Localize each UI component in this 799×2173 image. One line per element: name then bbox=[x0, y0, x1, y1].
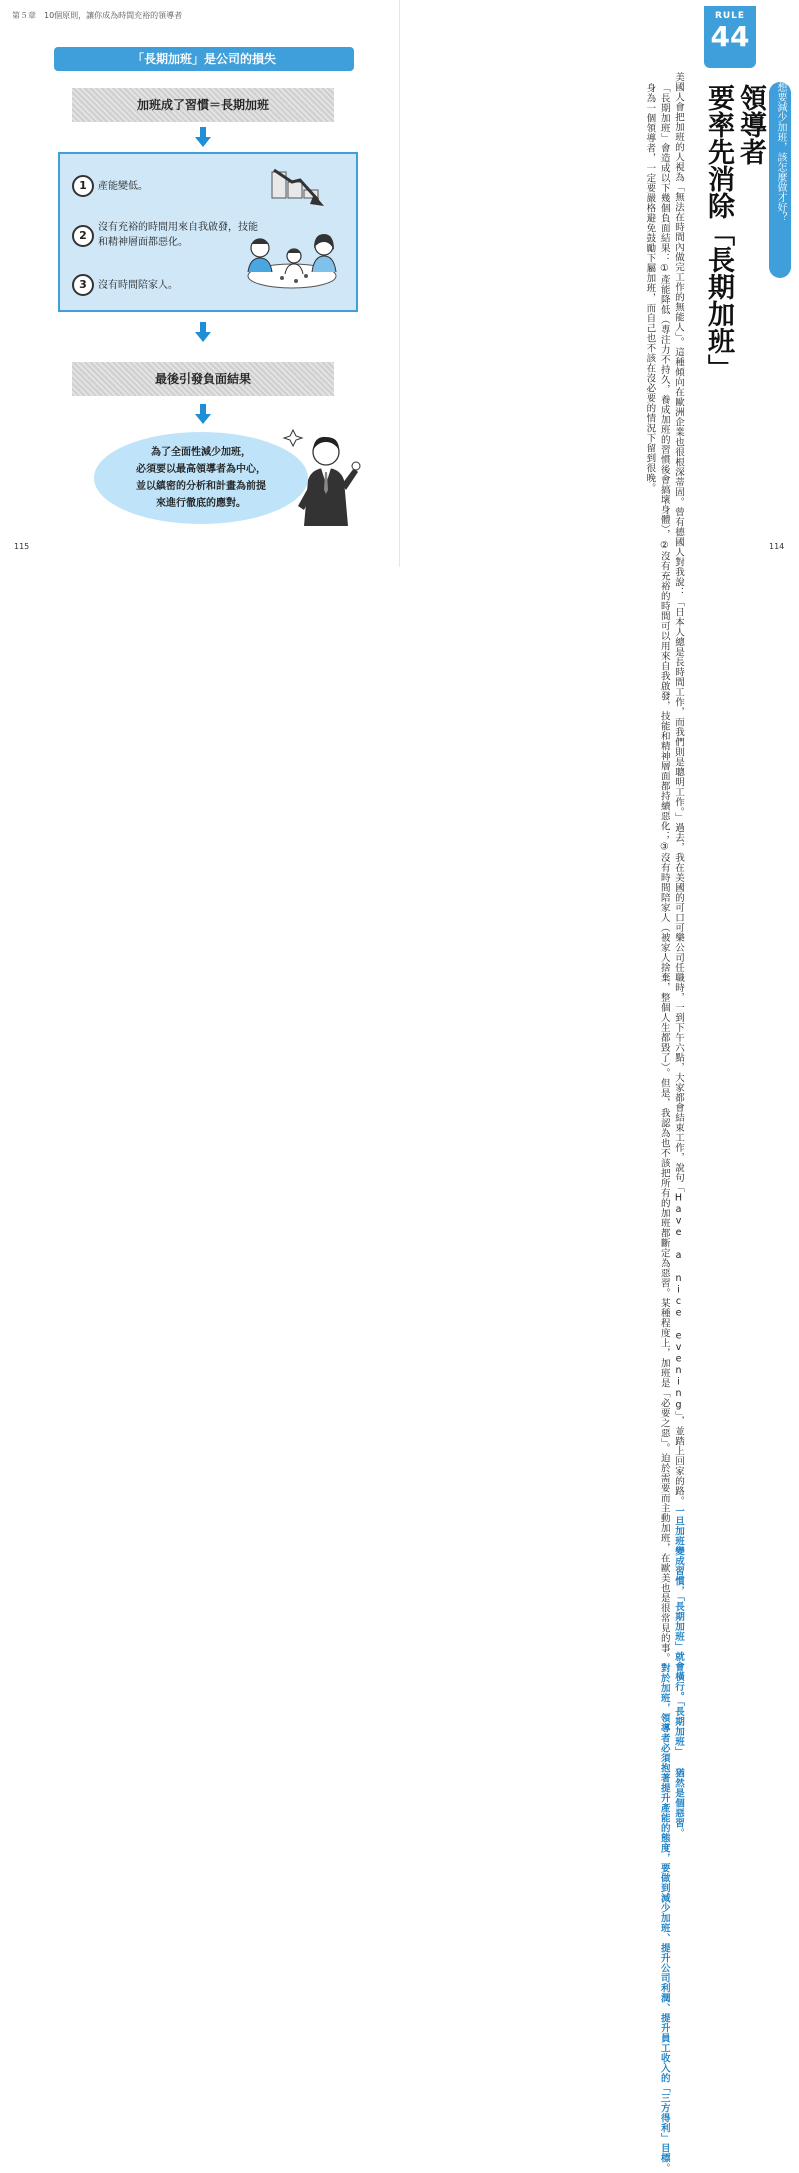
premise-box: 加班成了習慣＝長期加班 bbox=[72, 88, 334, 122]
title-line-2: 要率先消除「長期加班」 bbox=[703, 84, 734, 381]
paragraph-2-text: 「長期加班」會造成以下幾個負面結果：①產能降低（專注力不持久，養成加班的習慣後會搞壞身體），②沒有充裕的時間可以用來自我啟發，技能和精神層面都持續惡化；③沒有時間陪家人（被家人捨棄，整個人生都毀了）。但是，我認為也不該把所有的加班都斷定為惡習。某種程度上，加班是「必要之惡」。迫於需要而主動加班，在歐美也是很常見的事。 bbox=[658, 83, 670, 1664]
question-badge: 想要減少加班，該怎麼做才好？ bbox=[769, 82, 791, 278]
conclusion-line-3: 並以縝密的分析和計畫為前提 bbox=[136, 481, 266, 492]
effect-2-text: 沒有充裕的時間用來自我啟發，技能和精神層面都惡化。 bbox=[98, 222, 258, 248]
effect-1-text: 產能變低。 bbox=[98, 181, 148, 192]
title-line-1: 領導者 bbox=[735, 84, 766, 165]
conclusion-line-4: 來進行徹底的應對。 bbox=[156, 498, 246, 509]
paragraph-1-end: 。 bbox=[673, 1828, 684, 1839]
effect-number-3: 3 bbox=[72, 274, 94, 296]
effect-number-2: 2 bbox=[72, 225, 94, 247]
result-box: 最後引發負面結果 bbox=[72, 362, 334, 396]
right-page-number: 114 bbox=[769, 542, 785, 551]
diagram-title: 「長期加班」是公司的損失 bbox=[54, 47, 354, 71]
left-page-number: 115 bbox=[14, 542, 30, 551]
effect-number-1: 1 bbox=[72, 175, 94, 197]
paragraph-2-end: 。 bbox=[658, 2163, 670, 2173]
paragraph-1 bbox=[671, 72, 685, 1839]
rule-label: RULE bbox=[714, 11, 746, 21]
rule-tab bbox=[704, 6, 756, 68]
conclusion-line-1: 為了全面性減少加班， bbox=[151, 447, 251, 458]
paragraph-2-highlight: 對於加班，領導者必須抱著提升產能的態度，要做到減少加班、提升公司利潤、提升員工收入的「三方得利」目標 bbox=[658, 1663, 670, 2164]
paragraph-3: 身為一個領導者，一定要嚴格避免鼓勵下屬加班，而自己也不該在沒必要的情況下留到很晚。 bbox=[644, 83, 656, 493]
conclusion-line-2: 必須要以最高領導者為中心， bbox=[136, 464, 266, 475]
chapter-header: 第５章 10個原則，讓你成為時間充裕的領導者 bbox=[12, 11, 183, 20]
paragraph-2 bbox=[656, 83, 670, 2173]
paragraph-1-text: 美國人會把加班的人視為「無法在時間內做完工作的無能人」。這種傾向在歐洲企業也很根深蒂固。曾有德國人對我說：「日本人總是長時間工作，而我們則是聰明工作。」過去，我在美國的可口可樂公司任職時，一到下午六點，大家都會結束工作，說句「Have a nice evening」，並踏上回家的路。 bbox=[673, 72, 684, 1507]
effect-3-text: 沒有時間陪家人。 bbox=[98, 280, 178, 291]
rule-number: 44 bbox=[710, 20, 750, 53]
paragraph-1-highlight: 一旦加班變成習慣，「長期加班」就會橫行。「長期加班」 猶然是個惡習 bbox=[673, 1506, 684, 1829]
